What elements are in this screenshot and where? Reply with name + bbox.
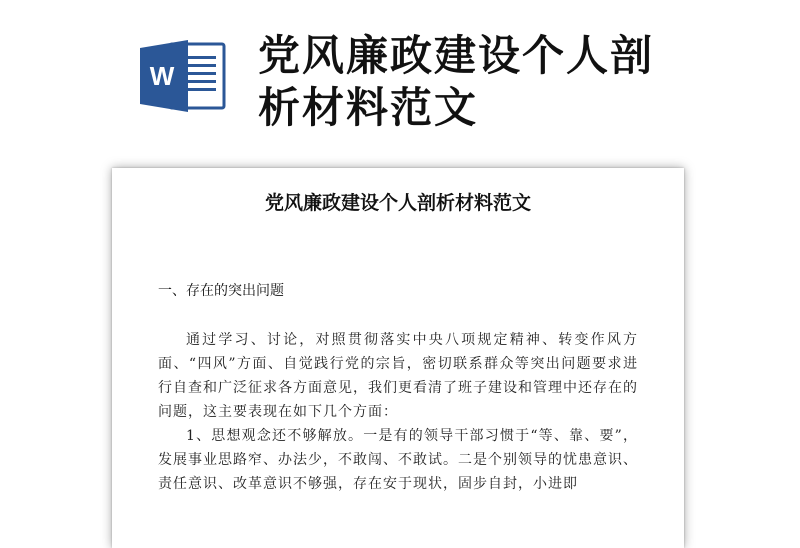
header (0, 0, 800, 150)
section-heading: 一、存在的突出问题 (158, 283, 284, 299)
word-document-icon (140, 38, 228, 114)
word-icon-letter: W (149, 61, 175, 91)
paragraph-2: 1、思想观念还不够解放。一是有的领导干部习惯于“等、靠、要”，发展事业思路窄、办法少，不敢闯、不敢试。二是个别领导的忧患意识、责任意识、改革意识不够强，存在安于现状，固步自封，小进即 (158, 428, 638, 492)
document-body (158, 328, 638, 496)
paragraph-1: 通过学习、讨论，对照贯彻落实中央八项规定精神、转变作风方面、“四风”方面、自觉践行党的宗旨，密切联系群众等突出问题要求进行自查和广泛征求各方面意见，我们更看清了班子建设和管理中还存在的问题，这主要表现在如下几个方面： (158, 332, 638, 420)
document-title: 党风廉政建设个人剖析材料范文 (264, 192, 531, 214)
page-title: 党风廉政建设个人剖析材料范文 (258, 31, 655, 132)
document-page (112, 168, 684, 548)
